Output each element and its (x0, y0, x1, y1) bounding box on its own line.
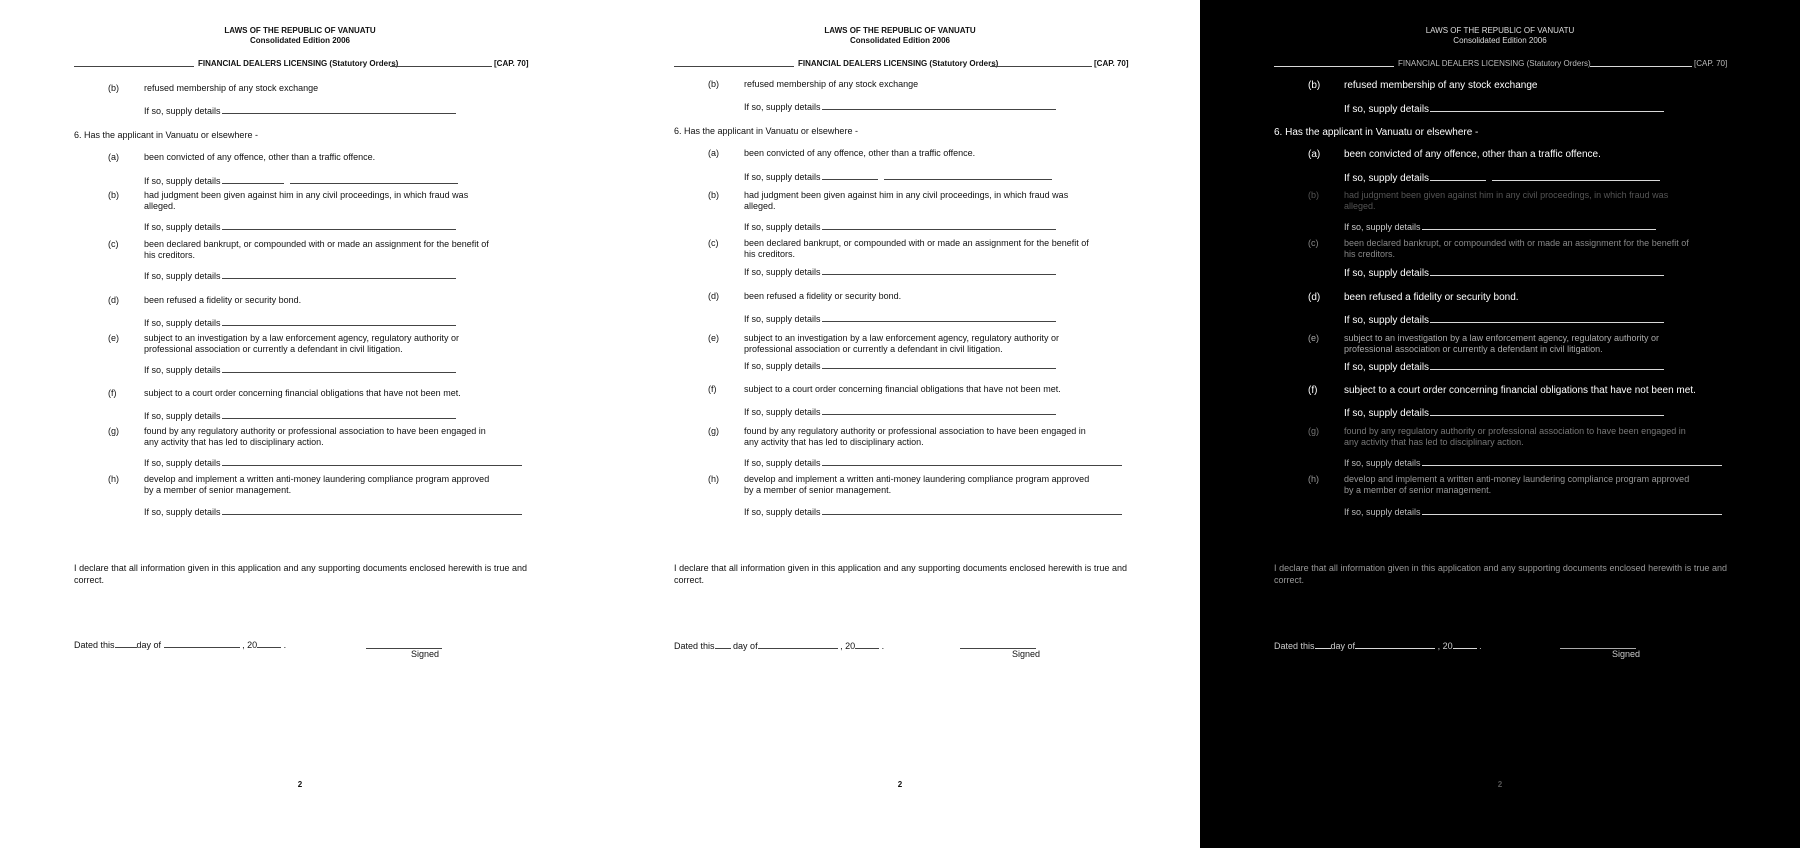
supply-details-field[interactable]: If so, supply details (144, 507, 522, 519)
chapter-ref: [CAP. 70] (1094, 59, 1129, 68)
page-number: 2 (297, 780, 303, 789)
item-text: subject to a court order concerning financial obligations that have not been met. (744, 384, 1061, 394)
question-6: 6. Has the applicant in Vanuatu or elsewhere - (74, 130, 258, 140)
question-6: 6. Has the applicant in Vanuatu or elsewhere - (674, 126, 858, 136)
supply-details-field[interactable]: If so, supply details (144, 365, 456, 377)
item-label: (a) (108, 152, 119, 162)
item-text: develop and implement a written anti-money laundering compliance program approved by a member of senior management. (1344, 474, 1690, 495)
supply-details-field[interactable]: If so, supply details (144, 106, 456, 118)
item-text: had judgment been given against him in any civil proceedings, in which fraud was alleged. (144, 190, 469, 211)
item-label: (e) (708, 333, 719, 343)
item-text: found by any regulatory authority or professional association to have been engaged in any activity that has led to disciplinary action. (744, 426, 1086, 447)
item-label: (a) (1308, 149, 1321, 160)
item-text: subject to a court order concerning financial obligations that have not been met. (144, 388, 461, 398)
item-text: had judgment been given against him in any civil proceedings, in which fraud was alleged. (1344, 190, 1669, 211)
header-edition: Consolidated Edition 2006 (1453, 36, 1547, 45)
supply-details-field[interactable]: If so, supply details (1344, 408, 1664, 420)
item-label: (f) (108, 388, 117, 398)
supply-details-field[interactable]: If so, supply details (744, 361, 1056, 373)
dated-line[interactable]: Dated this day of , 20 . (674, 641, 885, 651)
declaration: I declare that all information given in this application and any supporting documents enclosed herewith is true and correct. (1274, 563, 1727, 585)
item-text: refused membership of any stock exchange (1344, 80, 1538, 91)
header-title: LAWS OF THE REPUBLIC OF VANUATU (224, 26, 376, 35)
item-text: been refused a fidelity or security bond. (144, 295, 302, 305)
supply-details-field[interactable]: If so, supply details (744, 102, 1056, 114)
supply-details-field[interactable]: If so, supply details (744, 507, 1122, 519)
dated-line[interactable]: Dated this day of , 20 . (1274, 641, 1482, 651)
chapter-title: FINANCIAL DEALERS LICENSING (Statutory Orders) (198, 59, 399, 68)
item-label: (b) (1308, 190, 1319, 200)
item-label: (b) (108, 83, 119, 93)
supply-details-field[interactable]: If so, supply details (744, 314, 1056, 326)
document-page-original (0, 0, 600, 848)
item-label: (f) (1308, 385, 1318, 396)
supply-details-field[interactable]: If so, supply details (144, 176, 458, 188)
item-text: develop and implement a written anti-money laundering compliance program approved by a member of senior management. (744, 474, 1090, 495)
page-number: 2 (1497, 780, 1503, 789)
item-label: (g) (708, 426, 719, 436)
declaration: I declare that all information given in this application and any supporting documents enclosed herewith is true and correct. (74, 563, 527, 585)
supply-details-field[interactable]: If so, supply details (144, 222, 456, 234)
item-label: (g) (108, 426, 119, 436)
supply-details-field[interactable]: If so, supply details (144, 271, 456, 283)
declaration: I declare that all information given in this application and any supporting documents enclosed herewith is true and correct. (674, 563, 1127, 585)
supply-details-field[interactable]: If so, supply details (1344, 268, 1664, 280)
item-text: subject to an investigation by a law enforcement agency, regulatory authority or professional association or currently a defendant in civil litigation. (744, 333, 1060, 354)
supply-details-field[interactable]: If so, supply details (1344, 458, 1722, 470)
question-6: 6. Has the applicant in Vanuatu or elsewhere - (1274, 127, 1479, 138)
item-text: been convicted of any offence, other than a traffic offence. (144, 152, 376, 162)
header-title: LAWS OF THE REPUBLIC OF VANUATU (1425, 26, 1575, 35)
supply-details-field[interactable]: If so, supply details (1344, 362, 1664, 374)
supply-details-field[interactable]: If so, supply details (744, 172, 1052, 184)
supply-details-field[interactable]: If so, supply details (1344, 104, 1664, 116)
supply-details-field[interactable]: If so, supply details (144, 411, 456, 423)
signed-label: Signed (411, 649, 440, 659)
item-label: (g) (1308, 426, 1319, 436)
item-text: subject to a court order concerning financial obligations that have not been met. (1344, 385, 1696, 396)
supply-details-field[interactable]: If so, supply details (744, 267, 1056, 279)
dated-line[interactable]: Dated this day of , 20 . (74, 640, 287, 650)
item-label: (c) (708, 238, 719, 248)
item-label: (c) (108, 239, 119, 249)
item-text: found by any regulatory authority or professional association to have been engaged in any activity that has led to disciplinary action. (144, 426, 486, 447)
item-text: develop and implement a written anti-money laundering compliance program approved by a member of senior management. (144, 474, 490, 495)
item-text: been declared bankrupt, or compounded with or made an assignment for the benefit of his creditors. (744, 238, 1089, 259)
document-page-inverted (1200, 0, 1800, 848)
item-text: been declared bankrupt, or compounded with or made an assignment for the benefit of his creditors. (144, 239, 489, 260)
chapter-line (74, 59, 530, 71)
item-label: (b) (108, 190, 119, 200)
chapter-line (1274, 59, 1730, 71)
item-label: (b) (708, 79, 719, 89)
supply-details-field[interactable]: If so, supply details (1344, 173, 1660, 185)
item-label: (e) (1308, 333, 1319, 343)
item-label: (e) (108, 333, 119, 343)
header-edition: Consolidated Edition 2006 (849, 36, 950, 45)
chapter-title: FINANCIAL DEALERS LICENSING (Statutory Orders) (798, 59, 999, 68)
item-text: subject to an investigation by a law enforcement agency, regulatory authority or professional association or currently a defendant in civil litigation. (144, 333, 460, 354)
item-label: (a) (708, 148, 719, 158)
chapter-line (674, 59, 1130, 71)
page-number: 2 (897, 780, 903, 789)
document-page-copy (600, 0, 1200, 848)
item-text: refused membership of any stock exchange (144, 83, 319, 93)
supply-details-field[interactable]: If so, supply details (744, 407, 1056, 419)
header-edition: Consolidated Edition 2006 (249, 36, 350, 45)
item-text: found by any regulatory authority or professional association to have been engaged in any activity that has led to disciplinary action. (1344, 426, 1686, 447)
signed-label: Signed (1612, 649, 1641, 659)
item-label: (d) (108, 295, 119, 305)
item-label: (f) (708, 384, 717, 394)
item-text: been refused a fidelity or security bond. (744, 291, 902, 301)
item-text: had judgment been given against him in any civil proceedings, in which fraud was alleged. (744, 190, 1069, 211)
item-label: (h) (108, 474, 119, 484)
supply-details-field[interactable]: If so, supply details (1344, 315, 1664, 327)
item-label: (h) (708, 474, 719, 484)
item-label: (b) (1308, 80, 1321, 91)
supply-details-field[interactable]: If so, supply details (744, 222, 1056, 234)
item-label: (d) (1308, 292, 1321, 303)
supply-details-field[interactable]: If so, supply details (1344, 507, 1722, 519)
item-text: subject to an investigation by a law enforcement agency, regulatory authority or professional association or currently a defendant in civil litigation. (1344, 333, 1660, 354)
signed-label: Signed (1012, 649, 1041, 659)
item-text: refused membership of any stock exchange (744, 79, 919, 89)
supply-details-field[interactable]: If so, supply details (744, 458, 1122, 470)
item-text: been convicted of any offence, other than a traffic offence. (744, 148, 976, 158)
item-label: (c) (1308, 238, 1319, 248)
item-text: been convicted of any offence, other than a traffic offence. (1344, 149, 1601, 160)
chapter-ref: [CAP. 70] (1694, 59, 1728, 68)
item-label: (d) (708, 291, 719, 301)
item-text: been declared bankrupt, or compounded with or made an assignment for the benefit of his creditors. (1344, 238, 1689, 259)
item-text: been refused a fidelity or security bond. (1344, 292, 1519, 303)
item-label: (h) (1308, 474, 1319, 484)
item-label: (b) (708, 190, 719, 200)
chapter-title: FINANCIAL DEALERS LICENSING (Statutory Orders) (1398, 59, 1591, 68)
supply-details-field[interactable]: If so, supply details (144, 318, 456, 330)
header-title: LAWS OF THE REPUBLIC OF VANUATU (824, 26, 976, 35)
supply-details-field[interactable]: If so, supply details (1344, 222, 1656, 234)
chapter-ref: [CAP. 70] (494, 59, 529, 68)
supply-details-field[interactable]: If so, supply details (144, 458, 522, 470)
